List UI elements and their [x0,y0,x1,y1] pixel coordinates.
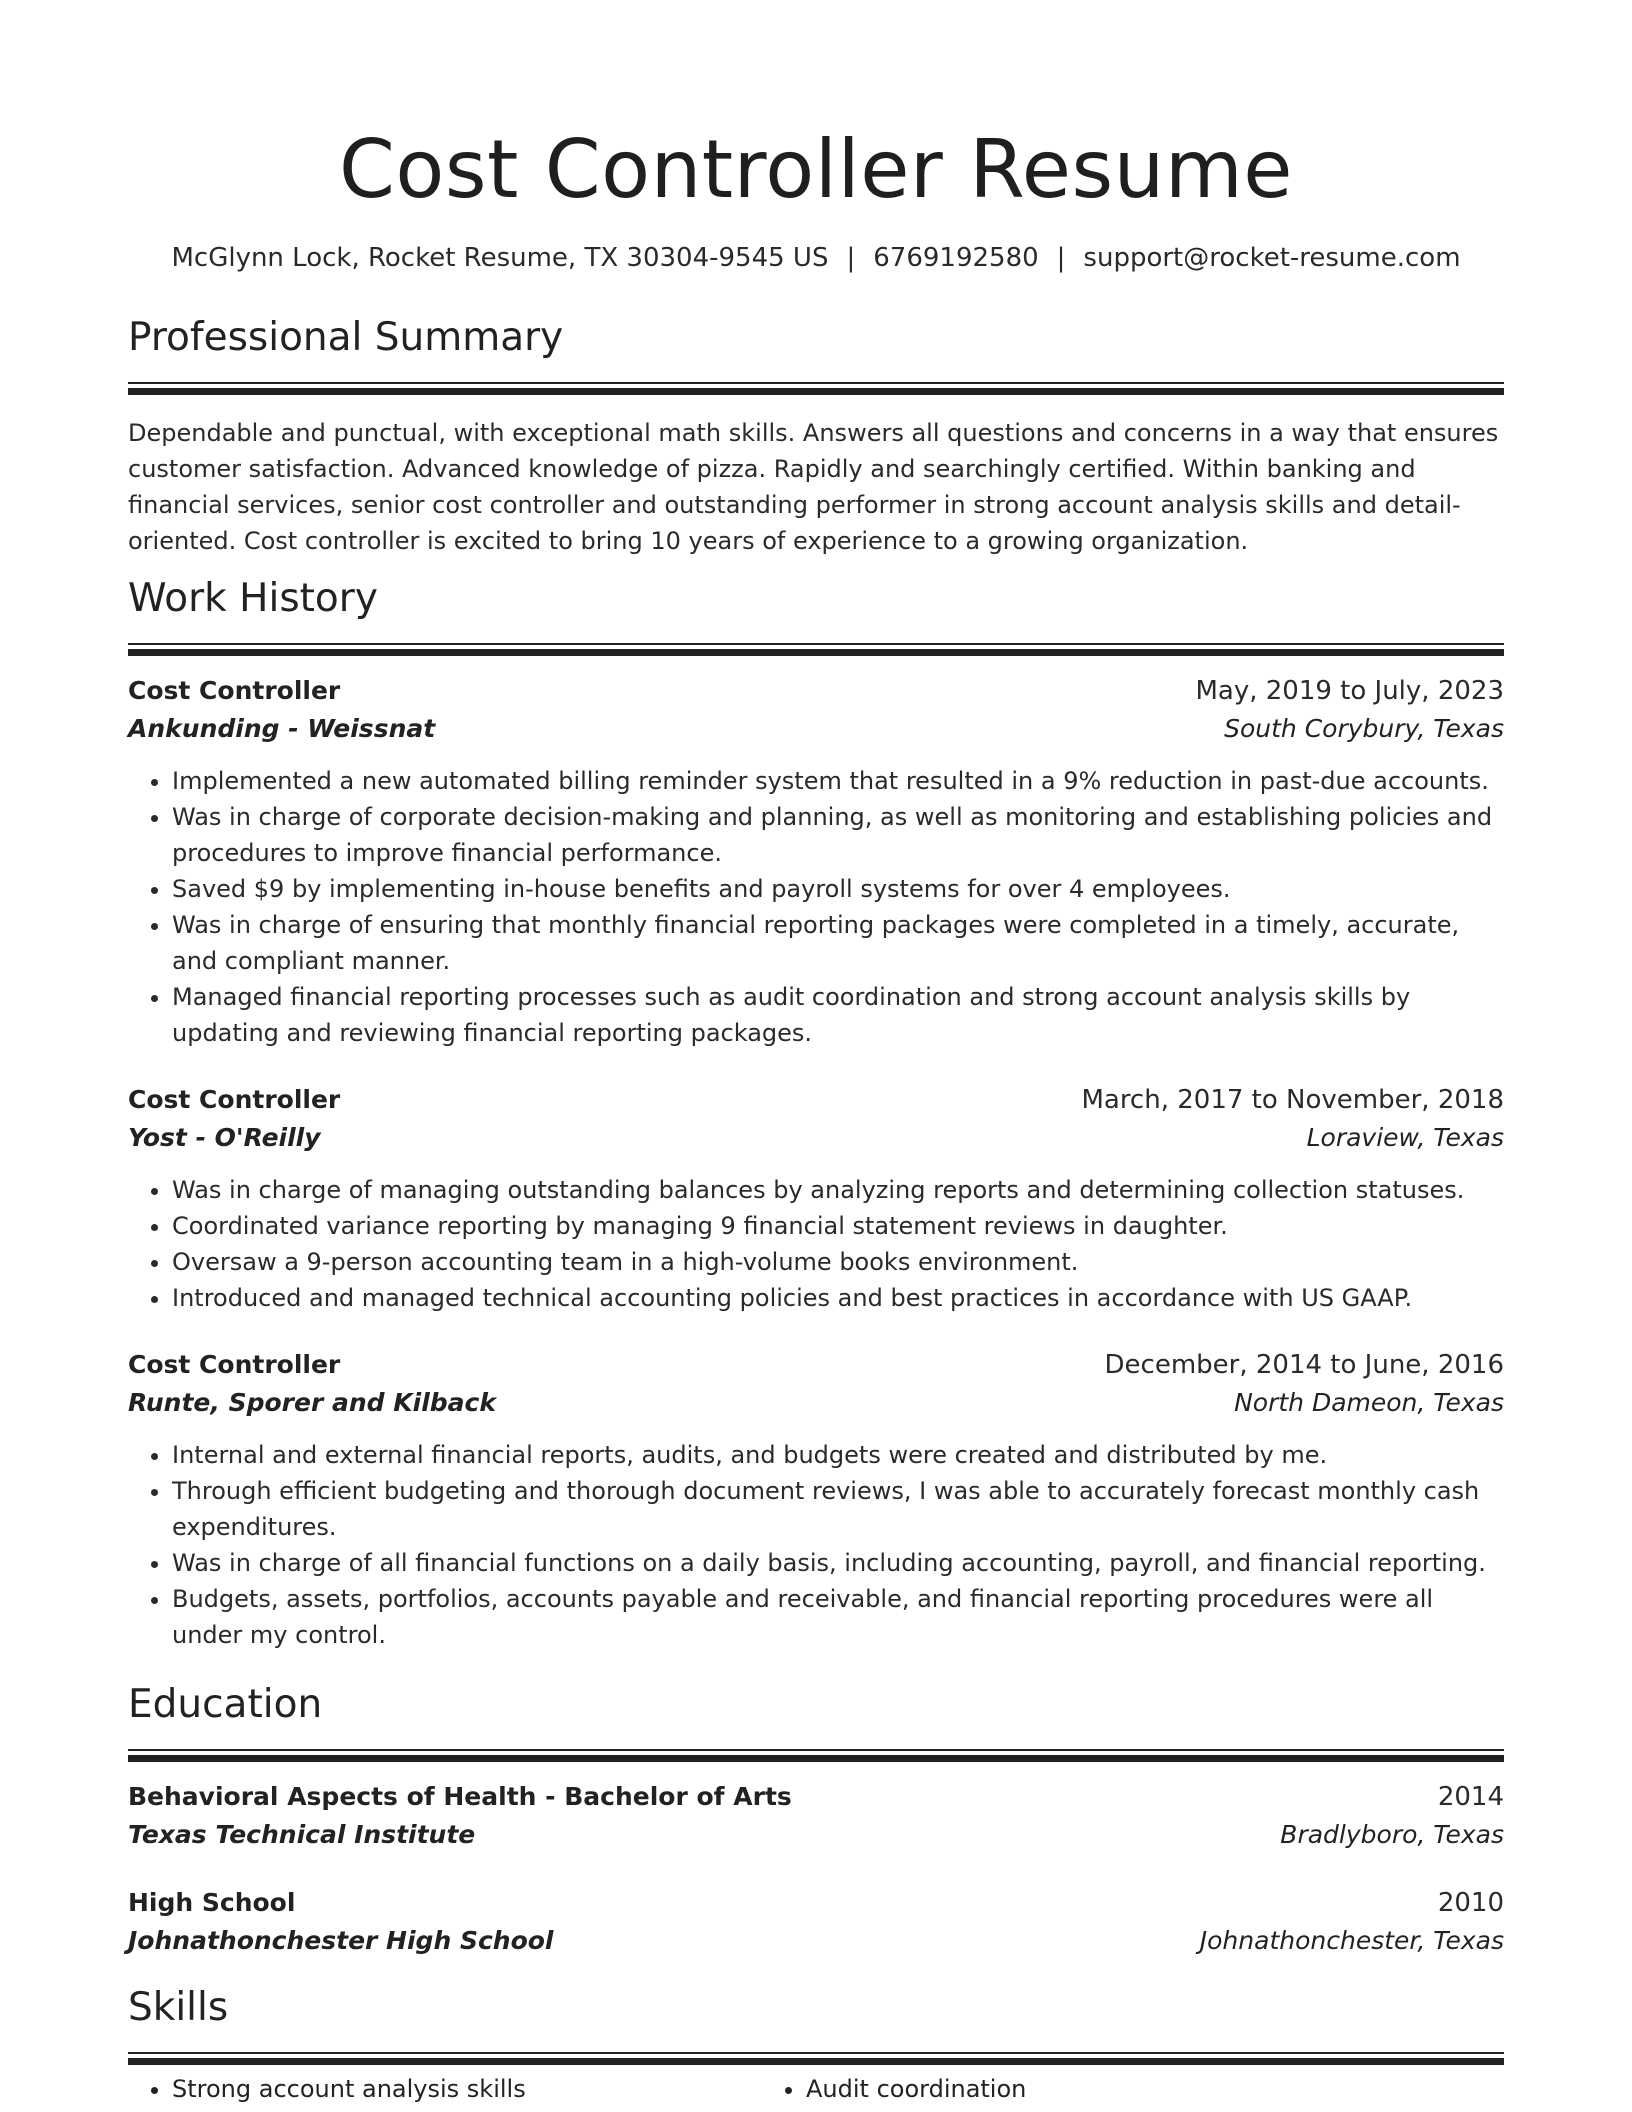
job-org [128,1384,1504,1422]
list-item: • Managed financial reporting processes such as audit coordination and strong account analysis skills by updating and reviewing financial reporting packages. [172,979,1504,1051]
list-item: • Was in charge of ensuring that monthly financial reporting packages were completed in a timely, accurate, and compliant manner. [172,907,1504,979]
list-item: • Was in charge of managing outstanding balances by analyzing reports and determining collection statuses. [172,1172,1504,1208]
job-title: Cost Controller [128,1350,341,1379]
job-company: Ankunding - Weissnat [128,714,436,743]
education-school: Johnathonchester High School [128,1926,554,1955]
list-item: • Strong account analysis skills [172,2071,762,2107]
education-location: Johnathonchester, Texas [1199,1926,1504,1955]
summary-section [128,312,1504,559]
work-history-section [128,573,1504,1653]
section-divider [128,643,1504,656]
list-item: • Oversaw a 9-person accounting team in a high-volume books environment. [172,1244,1504,1280]
job-entry [128,1081,1504,1316]
section-heading: Work History [128,576,378,621]
job-company: Runte, Sporer and Kilback [128,1388,496,1417]
list-item: • Internal and external financial reports, audits, and budgets were created and distributed by me. [172,1437,1504,1473]
list-item: • Was in charge of all financial functions on a daily basis, including accounting, payroll, and financial reporting. [172,1545,1504,1581]
skills-section [128,1982,1504,2107]
education-degree: Behavioral Aspects of Health - Bachelor of Arts [128,1782,792,1811]
job-dates: May, 2019 to July, 2023 [1195,676,1504,706]
section-heading: Skills [128,1985,229,2030]
skills-columns [128,2071,1504,2107]
job-location: South Corybury, Texas [1224,714,1504,743]
education-org [128,1816,1504,1854]
job-location: North Dameon, Texas [1234,1388,1504,1417]
skills-list-left [128,2071,762,2107]
job-company: Yost - O'Reilly [128,1123,321,1152]
contact-separator: | [1056,243,1066,273]
list-item: • Audit coordination [806,2071,1396,2107]
education-header [128,1884,1504,1922]
job-org [128,710,1504,748]
job-entry [128,672,1504,1051]
skills-list-right [762,2071,1396,2107]
section-divider [128,382,1504,395]
job-header [128,672,1504,710]
education-section [128,1679,1504,1960]
education-entry [128,1778,1504,1854]
job-entry [128,1346,1504,1653]
section-heading: Education [128,1682,323,1727]
education-entry [128,1884,1504,1960]
contact-phone: 6769192580 [873,243,1039,273]
list-item: • Through efficient budgeting and thorough document reviews, I was able to accurately forecast monthly cash expenditures. [172,1473,1504,1545]
education-header [128,1778,1504,1816]
list-item: • Was in charge of corporate decision-making and planning, as well as monitoring and establishing policies and procedures to improve financial performance. [172,799,1504,871]
list-item: • Budgets, assets, portfolios, accounts payable and receivable, and financial reporting procedures were all under my control. [172,1581,1504,1653]
job-location: Loraview, Texas [1306,1123,1504,1152]
job-bullets [128,1437,1504,1653]
education-year: 2014 [1437,1782,1504,1812]
contact-address: McGlynn Lock, Rocket Resume, TX 30304-9545 US [171,243,829,273]
job-dates: December, 2014 to June, 2016 [1104,1350,1504,1380]
education-degree: High School [128,1888,296,1917]
job-dates: March, 2017 to November, 2018 [1081,1085,1504,1115]
section-divider [128,2052,1504,2065]
job-header [128,1081,1504,1119]
list-item: • Saved $9 by implementing in-house benefits and payroll systems for over 4 employees. [172,871,1504,907]
job-bullets [128,1172,1504,1316]
contact-line [128,240,1504,276]
job-title: Cost Controller [128,1085,341,1114]
resume-title: Cost Controller Resume [339,123,1293,216]
list-item: • Coordinated variance reporting by managing 9 financial statement reviews in daughter. [172,1208,1504,1244]
contact-email: support@rocket-resume.com [1083,243,1461,273]
section-heading: Professional Summary [128,315,564,360]
education-year: 2010 [1437,1888,1504,1918]
education-location: Bradlyboro, Texas [1280,1820,1504,1849]
job-bullets [128,763,1504,1051]
list-item: • Introduced and managed technical accounting policies and best practices in accordance with US GAAP. [172,1280,1504,1316]
education-school: Texas Technical Institute [128,1820,476,1849]
job-title: Cost Controller [128,676,341,705]
job-header [128,1346,1504,1384]
job-org [128,1119,1504,1157]
education-org [128,1922,1504,1960]
list-item: • Implemented a new automated billing reminder system that resulted in a 9% reduction in past-due accounts. [172,763,1504,799]
section-divider [128,1749,1504,1762]
contact-separator: | [846,243,856,273]
summary-text: Dependable and punctual, with exceptional math skills. Answers all questions and concerns in a way that ensures customer satisfaction. Advanced knowledge of pizza. Rapidly and searchingly certified. Within banking and financial services, senior cost controller and outstanding performer in strong account analysis skills and detail-oriented. Cost controller is excited to bring 10 years of experience to a growing organization. [128,419,1499,555]
